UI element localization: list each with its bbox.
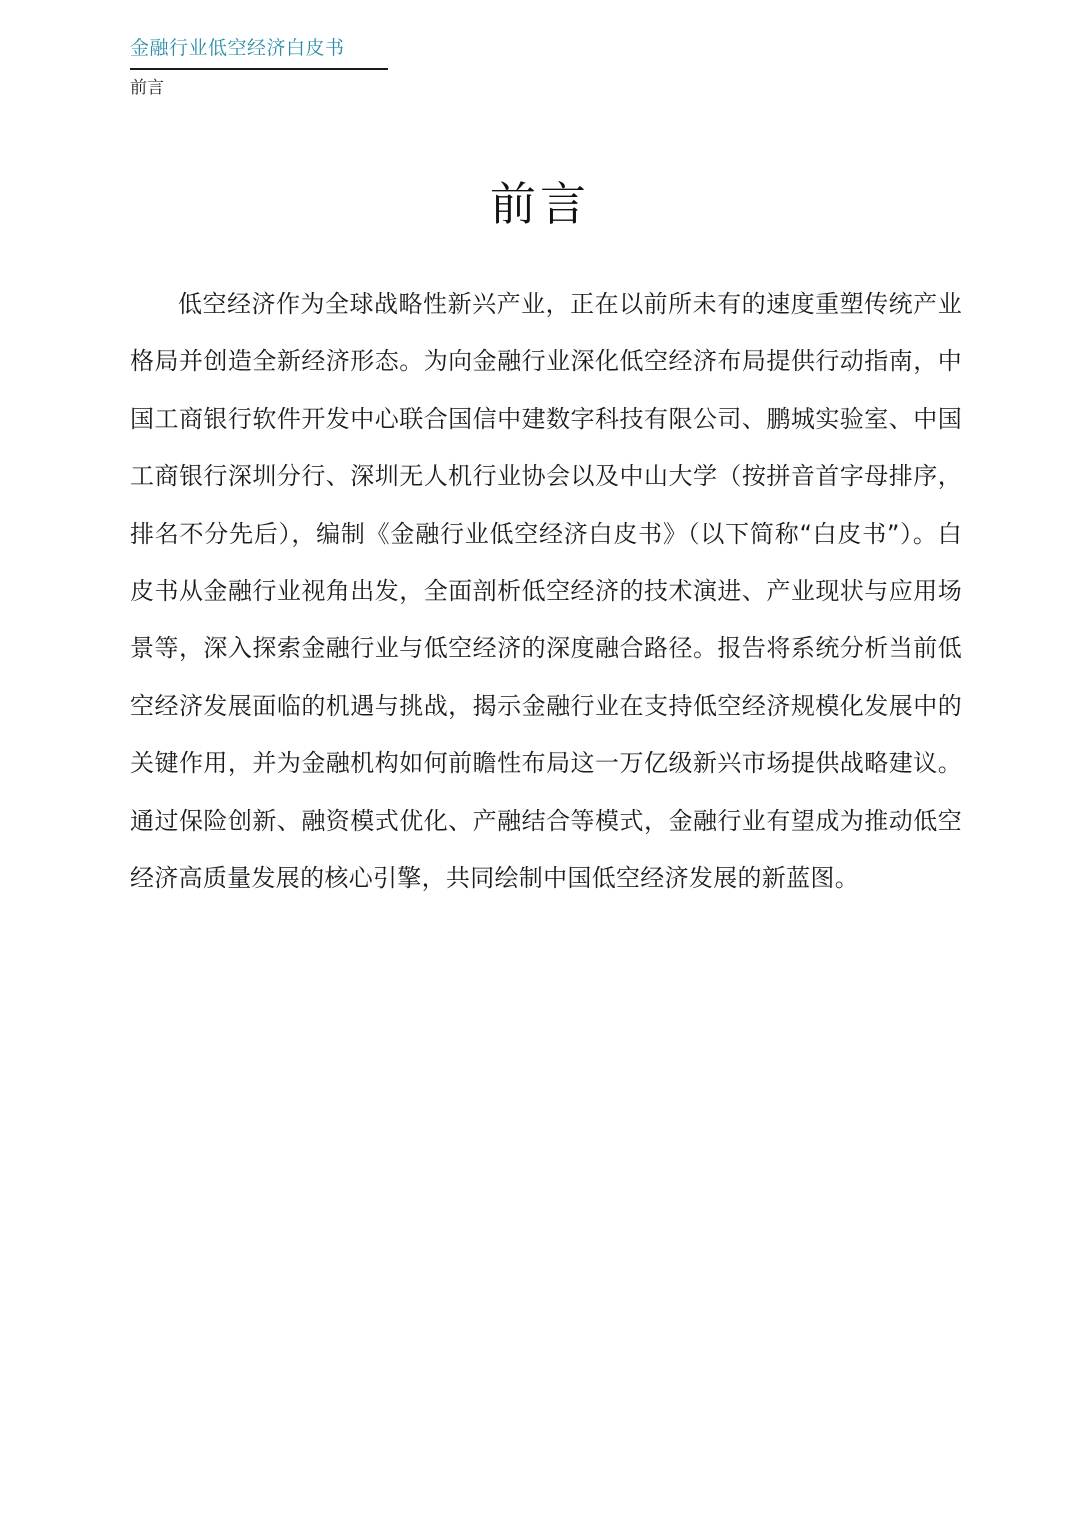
preface-paragraph: 低空经济作为全球战略性新兴产业，正在以前所未有的速度重塑传统产业格局并创造全新经济形态。为向金融行业深化低空经济布局提供行动指南，中国工商银行软件开发中心联合国信中建数字科技有限公司、鹏城实验室、中国工商银行深圳分行、深圳无人机行业协会以及中山大学（按拼音首字母排序，排名不分先后），编制《金融行业低空经济白皮书》（以下简称“白皮书”）。白皮书从金融行业视角出发，全面剖析低空经济的技术演进、产业现状与应用场景等，深入探索金融行业与低空经济的深度融合路径。报告将系统分析当前低空经济发展面临的机遇与挑战，揭示金融行业在支持低空经济规模化发展中的关键作用，并为金融机构如何前瞻性布局这一万亿级新兴市场提供战略建议。通过保险创新、融资模式优化、产融结合等模式，金融行业有望成为推动低空经济高质量发展的核心引擎，共同绘制中国低空经济发展的新蓝图。: [130, 290, 962, 893]
section-label: 前言: [130, 78, 164, 98]
document-title: 金融行业低空经济白皮书: [130, 37, 345, 59]
header-divider: [130, 68, 388, 70]
running-header: [130, 34, 388, 100]
page-title: 前言: [490, 177, 590, 231]
